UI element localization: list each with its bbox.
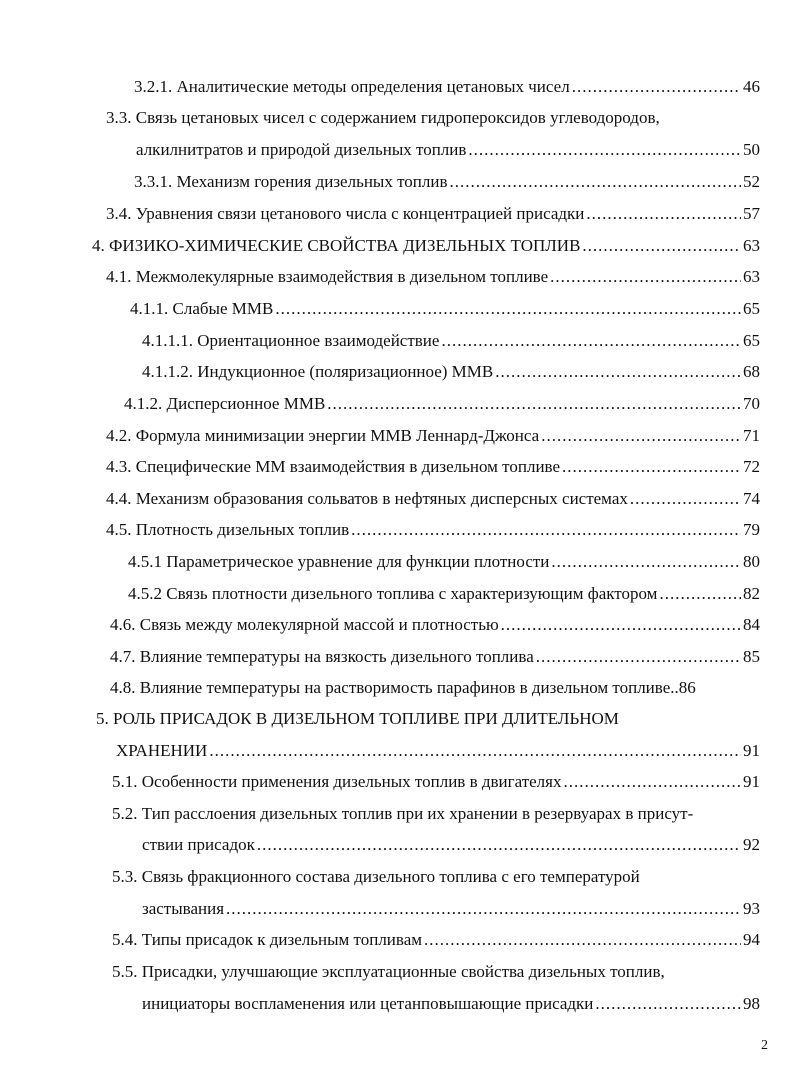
toc-entry-page: 65 xyxy=(743,299,760,318)
toc-leader-dots xyxy=(563,771,741,793)
toc-leader-dots xyxy=(501,614,741,636)
toc-leader-dots xyxy=(450,171,742,193)
toc-entry-page: 50 xyxy=(743,140,760,159)
toc-entry xyxy=(110,677,760,699)
toc-entry-page: 92 xyxy=(743,835,760,854)
toc-entry-page: 70 xyxy=(743,394,760,413)
toc-entry-title: 4.1.1.1. Ориентационное взаимодействие xyxy=(142,331,440,350)
toc-leader-dots xyxy=(536,646,741,668)
toc-entry-title: 3.3.1. Механизм горения дизельных топлив xyxy=(134,172,448,191)
toc-entry-page: 72 xyxy=(743,457,760,476)
toc-entry-page: 63 xyxy=(743,267,760,286)
toc-chapter-entry xyxy=(92,235,760,257)
toc-entry xyxy=(128,551,760,573)
toc-entry xyxy=(106,456,760,478)
toc-leader-dots xyxy=(595,993,741,1015)
toc-entry xyxy=(106,425,760,447)
toc-entry-title: 4.1.1. Слабые ММВ xyxy=(130,299,274,318)
toc-entry xyxy=(106,519,760,541)
toc-entry-page: 91 xyxy=(743,772,760,791)
toc-leader-dots xyxy=(257,834,741,856)
page-number: 2 xyxy=(761,1038,768,1053)
toc-chapter-first-line xyxy=(96,708,619,730)
toc-chapter-entry xyxy=(116,740,760,762)
toc-entry xyxy=(142,898,760,920)
toc-entry-page: 94 xyxy=(743,930,760,949)
toc-entry-page: 71 xyxy=(743,426,760,445)
toc-entry-page: 82 xyxy=(743,584,760,603)
toc-entry-title: 4.4. Механизм образования сольватов в нефтяных дисперсных системах xyxy=(106,489,628,508)
toc-leader-dots xyxy=(327,393,741,415)
toc-leader-dots xyxy=(630,488,741,510)
toc-entry xyxy=(142,993,760,1015)
toc-entry xyxy=(128,583,760,605)
toc-entry-title: 4.1.1.2. Индукционное (поляризационное) ММВ xyxy=(142,362,494,381)
toc-entry-title: 5.3. Связь фракционного состава дизельного топлива с его температурой xyxy=(112,867,640,886)
toc-leader-dots xyxy=(586,203,741,225)
toc-leader-dots xyxy=(551,551,741,573)
toc-entry-title: 4.3. Специфические ММ взаимодействия в дизельном топливе xyxy=(106,457,561,476)
toc-leader-dots xyxy=(275,298,741,320)
toc-leader-dots xyxy=(541,425,741,447)
toc-entry-page: 79 xyxy=(743,520,760,539)
toc-leader-dots xyxy=(209,740,741,762)
toc-entry-page: 80 xyxy=(743,552,760,571)
toc-leader-dots xyxy=(441,330,741,352)
toc-entry-title: 5. РОЛЬ ПРИСАДОК В ДИЗЕЛЬНОМ ТОПЛИВЕ ПРИ ДЛИТЕЛЬНОМ xyxy=(96,709,619,728)
toc-entry xyxy=(134,171,760,193)
toc-entry-title: ХРАНЕНИИ xyxy=(116,741,208,760)
toc-entry-title: 4.1.2. Дисперсионное ММВ xyxy=(124,394,326,413)
toc-leader-dots xyxy=(226,898,741,920)
toc-entry-title: 5.1. Особенности применения дизельных топлив в двигателях xyxy=(112,772,562,791)
toc-leader-dots xyxy=(351,519,741,541)
toc-entry xyxy=(142,834,760,856)
toc-entry xyxy=(106,488,760,510)
toc-entry xyxy=(106,266,760,288)
toc-entry xyxy=(112,771,760,793)
toc-entry xyxy=(106,203,760,225)
toc-entry-page: 46 xyxy=(743,77,760,96)
toc-entry-page: 74 xyxy=(743,489,760,508)
toc-entry-first-line xyxy=(112,866,640,888)
toc-entry-first-line xyxy=(112,961,665,983)
toc-entry-title: 5.5. Присадки, улучшающие эксплуатационные свойства дизельных топлив, xyxy=(112,962,665,981)
toc-entry-first-line xyxy=(106,107,660,129)
toc-entry-title: 4.1. Межмолекулярные взаимодействия в дизельном топливе xyxy=(106,267,549,286)
toc-entry-first-line xyxy=(112,803,693,825)
toc-entry-title: 5.2. Тип расслоения дизельных топлив при их хранении в резервуарах в присут- xyxy=(112,804,694,823)
toc-entry xyxy=(124,393,760,415)
toc-entry-title: 4.6. Связь между молекулярной массой и плотностью xyxy=(110,615,499,634)
toc-entry-title: 3.2.1. Аналитические методы определения цетановых чисел xyxy=(134,77,570,96)
toc-entry-page: 84 xyxy=(743,615,760,634)
toc-entry xyxy=(136,139,760,161)
toc-entry-title: застывания xyxy=(142,899,225,918)
toc-entry-title: ствии присадок xyxy=(142,835,255,854)
toc-entry-title: инициаторы воспламенения или цетанповышающие присадки xyxy=(142,994,594,1013)
toc-leader-dots xyxy=(562,456,741,478)
toc-entry-title: 4.2. Формула минимизации энергии ММВ Леннард-Джонса xyxy=(106,426,540,445)
toc-entry-page: 52 xyxy=(743,172,760,191)
toc-leader-dots xyxy=(582,235,741,257)
toc-leader-dots xyxy=(659,583,741,605)
toc-entry xyxy=(134,76,760,98)
toc-entry xyxy=(142,330,760,352)
toc-leader-dots xyxy=(424,929,741,951)
toc-entry-page: 86 xyxy=(678,678,696,697)
toc-entry-title: 4. ФИЗИКО-ХИМИЧЕСКИЕ СВОЙСТВА ДИЗЕЛЬНЫХ ТОПЛИВ xyxy=(92,236,581,255)
toc-entry xyxy=(142,361,760,383)
toc-entry-title: 4.5. Плотность дизельных топлив xyxy=(106,520,350,539)
toc-entry-title: алкилнитратов и природой дизельных топлив xyxy=(136,140,467,159)
toc-entry-title: 5.4. Типы присадок к дизельным топливам xyxy=(112,930,423,949)
toc-entry-page: 65 xyxy=(743,331,760,350)
toc-entry-page: 85 xyxy=(743,647,760,666)
toc-entry xyxy=(110,646,760,668)
toc-entry-title: 4.5.1 Параметрическое уравнение для функции плотности xyxy=(128,552,550,571)
toc-entry-title: 4.8. Влияние температуры на растворимость парафинов в дизельном топливе.. xyxy=(110,678,679,697)
toc-entry xyxy=(110,614,760,636)
toc-leader-dots xyxy=(468,139,741,161)
toc-entry-page: 93 xyxy=(743,899,760,918)
toc-entry-page: 91 xyxy=(743,741,760,760)
toc-entry-title: 4.5.2 Связь плотности дизельного топлива с характеризующим фактором xyxy=(128,584,658,603)
toc-entry xyxy=(130,298,760,320)
toc-leader-dots xyxy=(572,76,741,98)
toc-entry-page: 57 xyxy=(743,204,760,223)
toc-entry-page: 63 xyxy=(743,236,760,255)
toc-entry-title: 3.4. Уравнения связи цетанового числа с концентрацией присадки xyxy=(106,204,585,223)
toc-entry xyxy=(112,929,760,951)
toc-leader-dots xyxy=(550,266,741,288)
toc-entry-page: 68 xyxy=(743,362,760,381)
toc-leader-dots xyxy=(495,361,741,383)
toc-entry-title: 3.3. Связь цетановых чисел с содержанием гидропероксидов углеводородов, xyxy=(106,108,660,127)
toc-entry-page: 98 xyxy=(743,994,760,1013)
toc-entry-title: 4.7. Влияние температуры на вязкость дизельного топлива xyxy=(110,647,534,666)
